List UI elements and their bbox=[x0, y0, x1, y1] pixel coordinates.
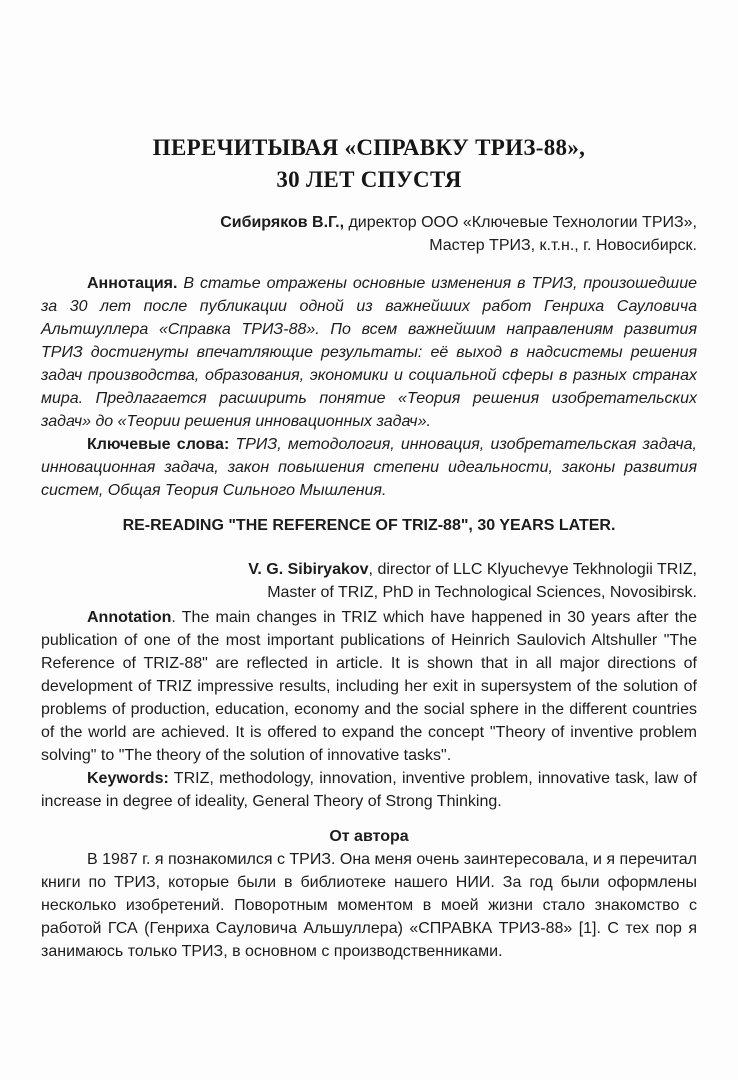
abstract-ru-label: Аннотация. bbox=[87, 275, 178, 292]
keywords-ru bbox=[41, 433, 697, 502]
keywords-en bbox=[41, 767, 697, 813]
abstract-en-label: Annotation bbox=[87, 609, 172, 626]
abstract-ru bbox=[41, 272, 697, 433]
abstract-en-text: . The main changes in TRIZ which have happened in 30 years after the publication of one of the most important publications of Heinrich Saulovich Altshuller "The Reference of TRIZ-88" are reflected in article. It is shown that in all major directions of development of TRIZ impressive results, including her exit in supersystem of the solution of problems of production, education, economy and the social sphere in the different countries of the world are achieved. It is offered to expand the concept "Theory of inventive problem solving" to "The theory of the solution of innovative tasks". bbox=[41, 609, 697, 764]
abstract-ru-text: В статье отражены основные изменения в ТРИЗ, произошедшие за 30 лет после публикации одной из важнейших работ Генриха Сауловича Альтшуллера «Справка ТРИЗ-88». По всем важнейшим направлениям развития ТРИЗ достигнуты впечатляющие результаты: её выход в надсистемы решения задач производства, образования, экономики и социальной сферы в разных странах мира. Предлагается расширить понятие «Теория решения изобретательских задач» до «Теории решения инновационных задач». bbox=[41, 275, 697, 430]
keywords-ru-text: ТРИЗ, методология, инновация, изобретательская задача, инновационная задача, закон повышения степени идеальности, законы развития систем, Общая Теория Сильного Мышления. bbox=[41, 436, 697, 499]
section-heading-from-author: От автора bbox=[329, 828, 409, 845]
author-line-2-en: Master of TRIZ, PhD in Technological Sciences, Novosibirsk. bbox=[267, 584, 697, 601]
article-title-ru-line2: 30 ЛЕТ СПУСТЯ bbox=[276, 167, 462, 192]
abstract-en bbox=[41, 606, 697, 767]
from-author-paragraph: В 1987 г. я познакомился с ТРИЗ. Она меня очень заинтересовала, и я перечитал книги по ТРИЗ, которые были в библиотеке нашего НИИ. За год были оформлены несколько изобретений. Поворотным моментом в моей жизни стало знакомство с работой ГСА (Генриха Сауловича Альшуллера) «СПРАВКА ТРИЗ-88» [1]. С тех пор я занимаюсь только ТРИЗ, в основном с производственниками. bbox=[41, 851, 698, 960]
keywords-en-text: TRIZ, methodology, innovation, inventive problem, innovative task, law of increase in degree of ideality, General Theory of Strong Thinking. bbox=[41, 770, 697, 810]
author-affiliation-ru: директор ООО «Ключевые Технологии ТРИЗ», bbox=[344, 214, 697, 231]
author-line-1-en bbox=[41, 558, 697, 581]
keywords-ru-label: Ключевые слова: bbox=[87, 436, 230, 453]
article-title-ru-line1: ПЕРЕЧИТЫВАЯ «СПРАВКУ ТРИЗ-88», bbox=[152, 135, 586, 160]
keywords-en-label: Keywords: bbox=[87, 770, 169, 787]
author-line-2-ru: Мастер ТРИЗ, к.т.н., г. Новосибирск. bbox=[429, 237, 697, 254]
author-name-en: V. G. Sibiryakov bbox=[248, 561, 369, 578]
author-affiliation-en: , director of LLC Klyuchevye Tekhnologii TRIZ, bbox=[368, 561, 697, 578]
author-name-ru: Сибиряков В.Г., bbox=[220, 214, 345, 231]
article-title-ru bbox=[41, 132, 697, 196]
author-block-ru bbox=[41, 211, 697, 257]
author-line-1-ru bbox=[41, 211, 697, 234]
article-title-en: RE-READING "THE REFERENCE OF TRIZ-88", 30 YEARS LATER. bbox=[122, 517, 616, 534]
author-block-en bbox=[41, 558, 697, 604]
